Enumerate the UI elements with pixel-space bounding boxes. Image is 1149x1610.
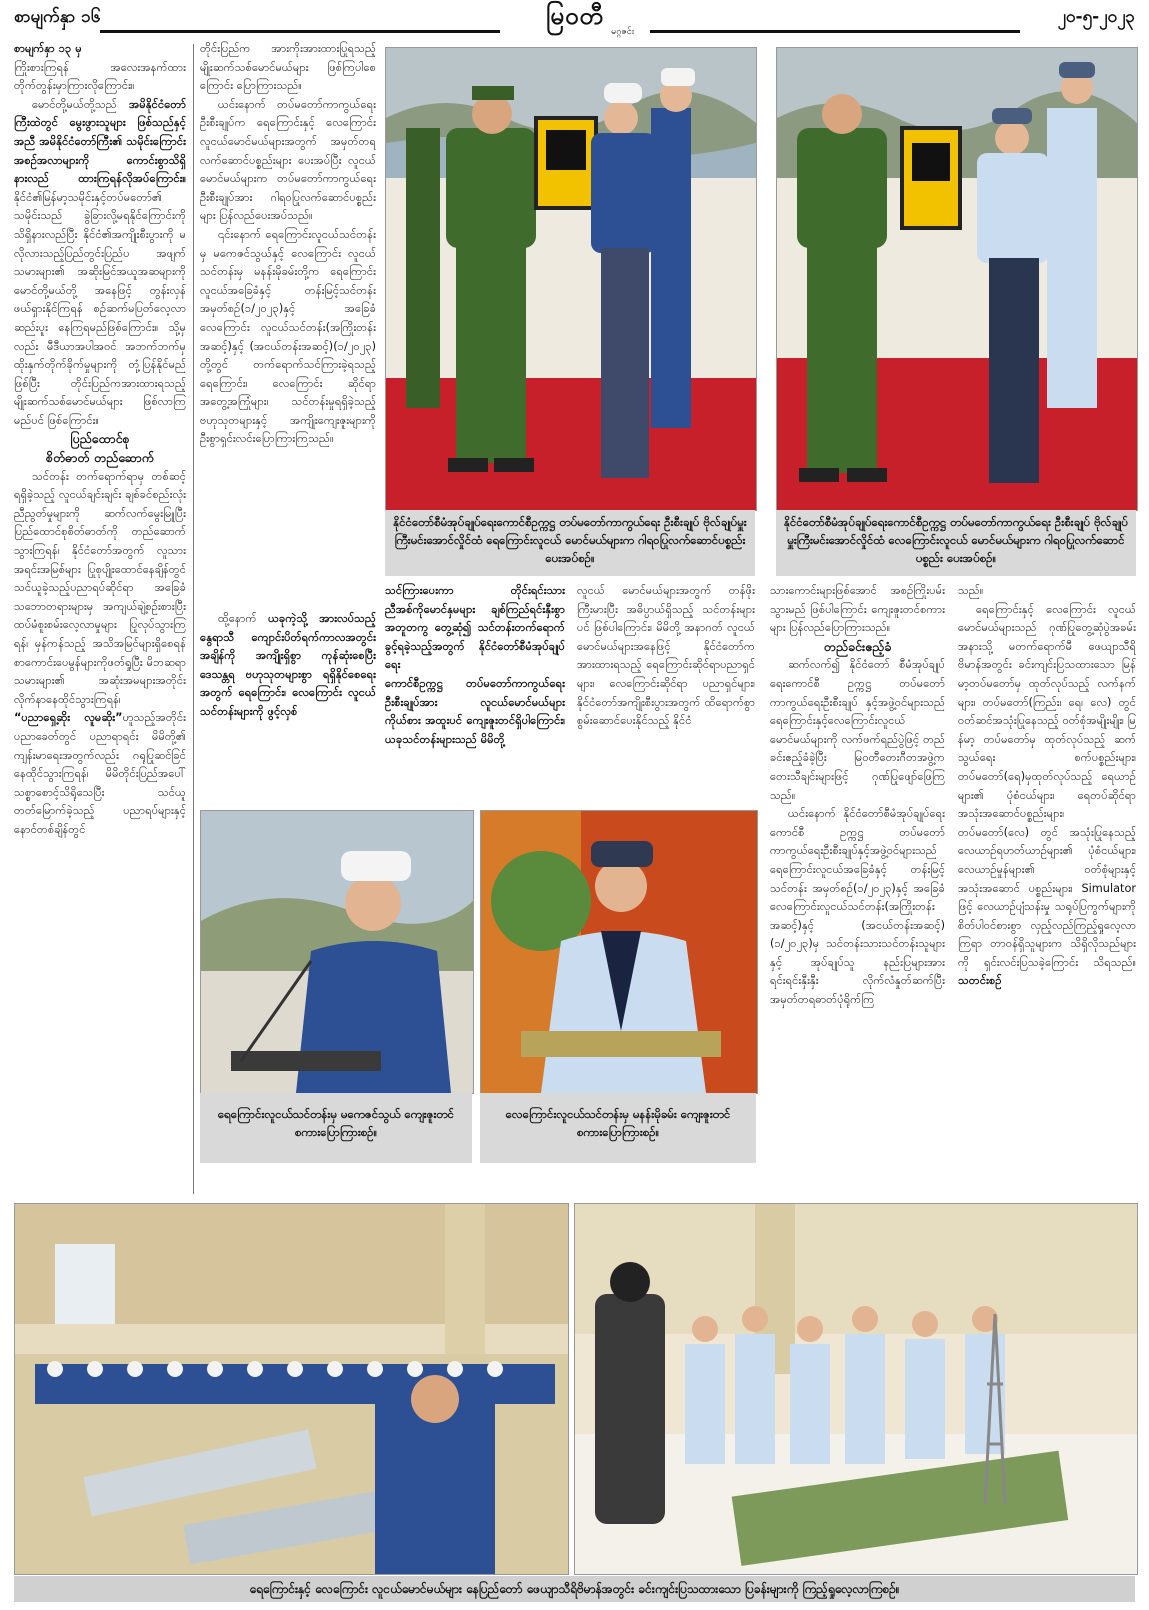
photo-caption: ရေကြောင်းလူငယ်သင်တန်းမှ မကေဇင်သွယ် ကျေးဇူးတင်စကားပြောကြားစဉ်။ xyxy=(200,1093,472,1163)
paragraph: ယင်းနောက် တပ်မတော်ကာကွယ်ရေး ဦးစီးချုပ်က ရေကြောင်းနှင့် လေကြောင်း လူငယ်မောင်မယ်များအတွက် အမှတ်တရ လက်ဆောင်ပစ္စည်းများ ပေးအပ်ပြီး လူငယ်မောင်မယ်များက တပ်မတော်ကာကွယ်ရေး ဦးစီးချုပ်အား ဂါရဝပြုလက်ဆောင်ပစ္စည်းများ ပြန်လည်ပေးအပ်သည်။ xyxy=(200,97,376,223)
photo-caption: နိုင်ငံတော်စီမံအုပ်ချုပ်ရေးကောင်စီဥက္ကဋ္ဌ တပ်မတော်ကာကွယ်ရေး ဦးစီးချုပ် ဗိုလ်ချုပ်မှူးကြီးမင်းအောင်လှိုင်ထံ လေကြောင်းလူငယ် မောင်မယ်များက ဂါရဝပြုလက်ဆောင်ပစ္စည်း ပေးအပ်စဉ်။ xyxy=(776,510,1136,576)
photo-navy-speaker xyxy=(200,810,474,1094)
paragraph: “ပညာရှေ့ဆိုး လူမဆိုး”ဟူသည့်အတိုင်း ပညာခေတ်တွင် ပညာရာရင်း မိမိတို့၏ ကျန်းမာရေးအတွက်လည်း ဂရုပြုဆင်ခြင်နေထိုင်သွားကြရန်၊ မိမိတိုင်းပြည်အပေါ် သစ္စာစောင့်သိရိုသေပြီး သင်ယူတတ်မြောက်ခဲ့သည့် ပညာရပ်များနှင့် နောင်တစ်ချိန်တွင် xyxy=(14,711,186,836)
page-number-label: စာမျက်နှာ ၁၆ xyxy=(14,7,101,27)
photo-navy-exhibition xyxy=(14,1203,569,1575)
paragraph: ကောင်စီဥက္ကဋ္ဌ တပ်မတော်ကာကွယ်ရေး ဦးစီးချုပ်အား လူငယ်မောင်မယ်များ ကိုယ်စား အထူးပင် ကျေးဇူးတင်ရှိပါကြောင်း၊ ယခုသင်တန်းများသည် မိမိတို့ xyxy=(385,676,565,746)
paragraph: ဆက်လက်၍ နိုင်ငံတော် စီမံအုပ်ချုပ်ရေးကောင်စီ ဥက္ကဋ္ဌ တပ်မတော်ကာကွယ်ရေးဦးစီးချုပ် နှင့်အဖွဲ့ဝင်များသည် ရေကြောင်းနှင့်လေကြောင်းလူငယ်မောင်မယ်များကို လက်ဖက်ရည်ပွဲဖြင့် တည်ခင်းဧည့်ခံခဲ့ပြီး မြဝတီတေးဂီတအဖွဲ့က တေးသီချင်းများဖြင့် ဂုဏ်ပြုဖျော်ဖြေကြသည်။ xyxy=(770,658,945,802)
paragraph: ၎င်းနောက် ရေကြောင်းလူငယ်သင်တန်းမှ မကေဇင်သွယ်နှင့် လေကြောင်း လူငယ်သင်တန်းမှ မနန်းမိုခမ်းတို့က ရေကြောင်းလူငယ်အခြေခံနှင့် တန်းမြင့်သင်တန်း အမှတ်စဉ်(၁/၂၀၂၃)နှင့် အခြေခံလေကြောင်း လူငယ်သင်တန်း(အကြိုးတန်းအဆင့်)နှင့် (အငယ်တန်းအဆင့်)(၁/၂၀၂၃) တို့တွင် တက်ရောက်သင်ကြားခဲ့ရသည့် ရေကြောင်း၊ လေကြောင်း ဆိုင်ရာ အတွေ့အကြုံများ၊ သင်တန်းမှုရရှိခဲ့သည့် ဗဟုသုတများနှင့် အကျိုးကျေးဇူးများကို ဦးစွာရှင်းလင်းပြောကြားကြသည်။ xyxy=(200,227,376,446)
paragraph: ကြိုးစားကြရန် အလေးအနက်ထား တိုက်တွန်းမှာကြားလိုကြောင်း။ xyxy=(14,60,186,93)
issue-date: ၂၀-၅-၂၀၂၃ xyxy=(1057,7,1135,27)
photo-caption: လေကြောင်းလူငယ်သင်တန်းမှ မနန်းမိုခမ်း ကျေးဇူးတင်စကားပြောကြားစဉ်။ xyxy=(480,1093,756,1163)
paragraph: တိုင်းပြည်က အားကိုးအားထားပြုရသည့် မျိုးဆက်သစ်မောင်မယ်များ ဖြစ်ကြပါစေကြောင်း ပြောကြားသည်။ xyxy=(200,42,376,93)
sub-heading: စိတ်ဓာတ် တည်ဆောက် xyxy=(46,450,154,466)
photo-air-speaker xyxy=(480,810,758,1094)
header-rule-left xyxy=(100,30,500,33)
article-column-1 xyxy=(14,40,186,1200)
paragraph: ထို့နောက် ယခုကဲ့သို့ အားလပ်သည့် နွေရာသီ ကျောင်းပိတ်ရက်ကာလအတွင်း အချိန်ကို အကျိုးရှိစွာ ကုန်ဆုံးစေပြီး ဒေသန္တရ ဗဟုသုတများစွာ ရရှိနိုင်စေရေးအတွက် ရေကြောင်း၊ လေကြောင်း လူငယ်သင်တန်းများကို ဖွင့်လှစ် xyxy=(200,612,376,718)
article-column-5 xyxy=(770,582,945,1167)
column-divider xyxy=(193,44,194,1194)
paragraph: ရေကြောင်းနှင့် လေကြောင်း လူငယ် မောင်မယ်များသည် ဂုဏ်ပြုတွေ့ဆုံပွဲအခမ်း အနားသို့ မတက်ရောက်မီ ဖေယျာသီရိ ဗိမာန်အတွင်း ခင်းကျင်းပြသထားသော မြန်မာ့တပ်မတော်မှ ထုတ်လုပ်သည့် လက်နက်များ၊ တပ်မတော်(ကြည်း၊ ရေ၊ လေ) တွင် ဝတ်ဆင်အသုံးပြုနေသည့် ဝတ်စုံအမျိုးမျိုး၊ မြန်မာ့ တပ်မတော်မှ ထုတ်လုပ်သည့် ဆက်သွယ်ရေး စက်ပစ္စည်းများ၊ တပ်မတော်(ရေ)မှထုတ်လုပ်သည့် ရေယာဉ်များ၏ ပုံစံငယ်များ၊ ရေတပ်ဆိုင်ရာ အသုံးအဆောင်ပစ္စည်းများ၊ တပ်မတော်(လေ) တွင် အသုံးပြုနေသည့် လေယာဉ်ရဟတ်ယာဉ်များ၏ ပုံစံငယ်များ၊ လေယာဉ်မှုန်များ၏ ဝတ်စုံများနှင့် အသုံးအဆောင် ပစ္စည်းများ၊ Simulator ဖြင့် လေယာဉ်ပျံသန်းမှု သရုပ်ပြကွက်များကို စိတ်ပါဝင်စားစွာ လှည့်လည်ကြည့်ရှုလေ့လာကြရာ တာဝန်ရှိသူများက သိရှိလိုသည်များကို ရှင်းလင်းပြသခဲ့ကြောင်း သိရသည်။ သတင်းစဉ် xyxy=(958,602,1136,988)
article-column-6 xyxy=(958,582,1136,1167)
sub-heading: တည်ခင်းဧည့်ခံ xyxy=(823,638,892,654)
byline: သတင်းစဉ် xyxy=(958,974,1002,988)
photo-air-exhibition xyxy=(574,1203,1138,1575)
article-column-4 xyxy=(577,582,755,797)
sub-heading: ပြည်ထောင်စု xyxy=(70,431,130,447)
paragraph: လူငယ် မောင်မယ်များအတွက် တန်ဖိုးကြီးမားပြီး အဓိပ္ပာယ်ရှိသည့် သင်တန်းများပင် ဖြစ်ပါကြောင်း၊ မိမိတို့ အနာဂတ် လူငယ်မောင်မယ်များအနေဖြင့် နိုင်ငံတော်က အားထားရသည့် ရေကြောင်းဆိုင်ရာပညာရှင်များ၊ လေကြောင်းဆိုင်ရာ ပညာရှင်များ၊ နိုင်ငံတော်အကျိုးစီးပွားအတွက် ထိရောက်စွာ စွမ်းဆောင်ပေးနိုင်သည့် နိုင်ငံ xyxy=(577,584,755,728)
article-column-2b xyxy=(200,610,376,800)
masthead-title: မြဝတီ xyxy=(546,1,604,30)
photo-air-youth-presentation xyxy=(776,47,1138,511)
paragraph: သည်။ xyxy=(958,584,984,597)
bottom-photo-caption: ရေကြောင်းနှင့် လေကြောင်း လူငယ်မောင်မယ်များ နေပြည်တော် ဖေယျာသီရိဗိမာန်အတွင်း ခင်းကျင်းပြသထားသော ပြခန်းများကို ကြည့်ရှုလေ့လာကြစဉ်။ xyxy=(14,1576,1135,1602)
header-rule-right xyxy=(650,30,1020,33)
article-column-2 xyxy=(200,40,376,610)
paragraph: သင်ကြားပေးကာ တိုင်းရင်းသားညီအစ်ကိုမောင်နှမများ ချစ်ကြည်ရင်းနှီးစွာ အတူတကွ တွေ့ဆုံ၍ သင်တန်းတက်ရောက်ခွင့်ရခဲ့သည့်အတွက် နိုင်ငံတော်စီမံအုပ်ချုပ်ရေး xyxy=(385,584,565,672)
continued-from: စာမျက်နှာ ၁၃ မှ xyxy=(14,42,82,55)
photo-navy-youth-presentation xyxy=(385,47,757,511)
paragraph: သားကောင်းများဖြစ်အောင် အစဉ်ကြိုးပမ်းသွားမည် ဖြစ်ပါကြောင်း ကျေးဇူးတင်စကားများ ပြန်လည်ပြောကြားသည်။ xyxy=(770,584,945,635)
paragraph: ယင်းနောက် နိုင်ငံတော်စီမံအုပ်ချုပ်ရေးကောင်စီ ဥက္ကဋ္ဌ တပ်မတော်ကာကွယ်ရေးဦးစီးချုပ်နှင့်အဖွဲ့ဝင်များသည် ရေကြောင်းလူငယ်အခြေခံနှင့် တန်းမြင့်သင်တန်း အမှတ်စဉ်(၁/၂၀၂၃)နှင့် အခြေခံ လေကြောင်းလူငယ်သင်တန်း(အကြိုးတန်းအဆင့်)နှင့် (အငယ်တန်းအဆင့်) (၁/၂၀၂၃)မှ သင်တန်းသားသင်တန်းသူများနှင့် အုပ်ချုပ်သူ နည်းပြများအား ရင်းရင်းနှီးနှီး လိုက်လံနှုတ်ဆက်ပြီး အမှတ်တရဓာတ်ပုံရိုက်ကြ xyxy=(770,807,945,1007)
masthead-logo xyxy=(510,0,640,38)
masthead-subtitle: မဂ္ဂဇင်း xyxy=(611,27,634,37)
page-header xyxy=(0,0,1149,40)
paragraph: သင်တန်း တက်ရောက်ရာမှ တစ်ဆင့်ရရှိခဲ့သည့် လူငယ်ချင်းချင်း ချစ်ခင်စည်းလုံးညီညွတ်မှုများကို ဆက်လက်မွေးမြူပြီး ပြည်ထောင်စုစိတ်ဓာတ်ကို တည်ဆောက်သွားကြရန်၊ နိုင်ငံတော်အတွက် လူသားအရင်းအမြစ်များ ပြုစုပျိုးထောင်နေချိန်တွင် သင်ယူခဲ့သည့်ပညာရပ်ဆိုင်ရာ အခြေခံသဘောတရားများမှ အကျယ်ချဲ့စဉ်းစားပြီး ထပ်မံစူးစမ်းလေ့လာမှုများ ပြုလုပ်သွားကြရန်၊ မှန်ကန်သည့် အသိအမြင်များရှိစေရန် စာကောင်းပေမွန်များကိုဖတ်ရှုပြီး မိဘဆရာသမားများ၏ အဆုံးအမများအတိုင်း လိုက်နာနေထိုင်သွားကြရန်၊ xyxy=(14,469,186,706)
paragraph: မောင်တို့မယ်တို့သည် အမိနိုင်ငံတော်ကြီးထဲတွင် မွေးဖွားသူများ ဖြစ်သည်နှင့်အညီ အမိနိုင်ငံတော်ကြီး၏ သမိုင်းကြောင်းအစဉ်အလာများကို ကောင်းစွာသိရှိနားလည် ထားကြရန်လိုအပ်ကြောင်း။ နိုင်ငံ၏မြန်မာ့သမိုင်းနှင့်တပ်မတော်၏ သမိုင်းသည် ခွဲခြားလို့မရနိုင်ကြောင်းကို သိရှိနားလည်ပြီး နိုင်ငံ၏အကျိုးစီးပွားကို မလိုလားသည့်ပြည်တွင်းပြည်ပ အဖျက်သမားများ၏ အဆိုးမြင်အယူအဆများကို မောင်တို့မယ်တို့ အနေဖြင့် တွန်းလှန်ဖယ်ရှားနိုင်ကြရန် စဉ်ဆက်မပြတ်လေ့လာဆည်းပူး နေကြရမည်ဖြစ်ကြောင်း။ သို့မှလည်း မီဒီယာအပါအဝင် အဘက်ဘက်မှ ထိုးနှက်တိုက်ခိုက်မှုများကို တုံ့ပြန်နိုင်မည်ဖြစ်ပြီး တိုင်းပြည်ကအားထားရသည့် မျိုးဆက်သစ်မောင်မယ်များ ဖြစ်လာကြမည်ပင် ဖြစ်ကြောင်း။ xyxy=(14,97,186,427)
photo-caption: နိုင်ငံတော်စီမံအုပ်ချုပ်ရေးကောင်စီဥက္ကဋ္ဌ တပ်မတော်ကာကွယ်ရေး ဦးစီးချုပ် ဗိုလ်ချုပ်မှူးကြီးမင်းအောင်လှိုင်ထံ ရေကြောင်းလူငယ် မောင်မယ်များက ဂါရဝပြုလက်ဆောင်ပစ္စည်း ပေးအပ်စဉ်။ xyxy=(385,510,755,576)
article-column-3 xyxy=(385,582,565,797)
